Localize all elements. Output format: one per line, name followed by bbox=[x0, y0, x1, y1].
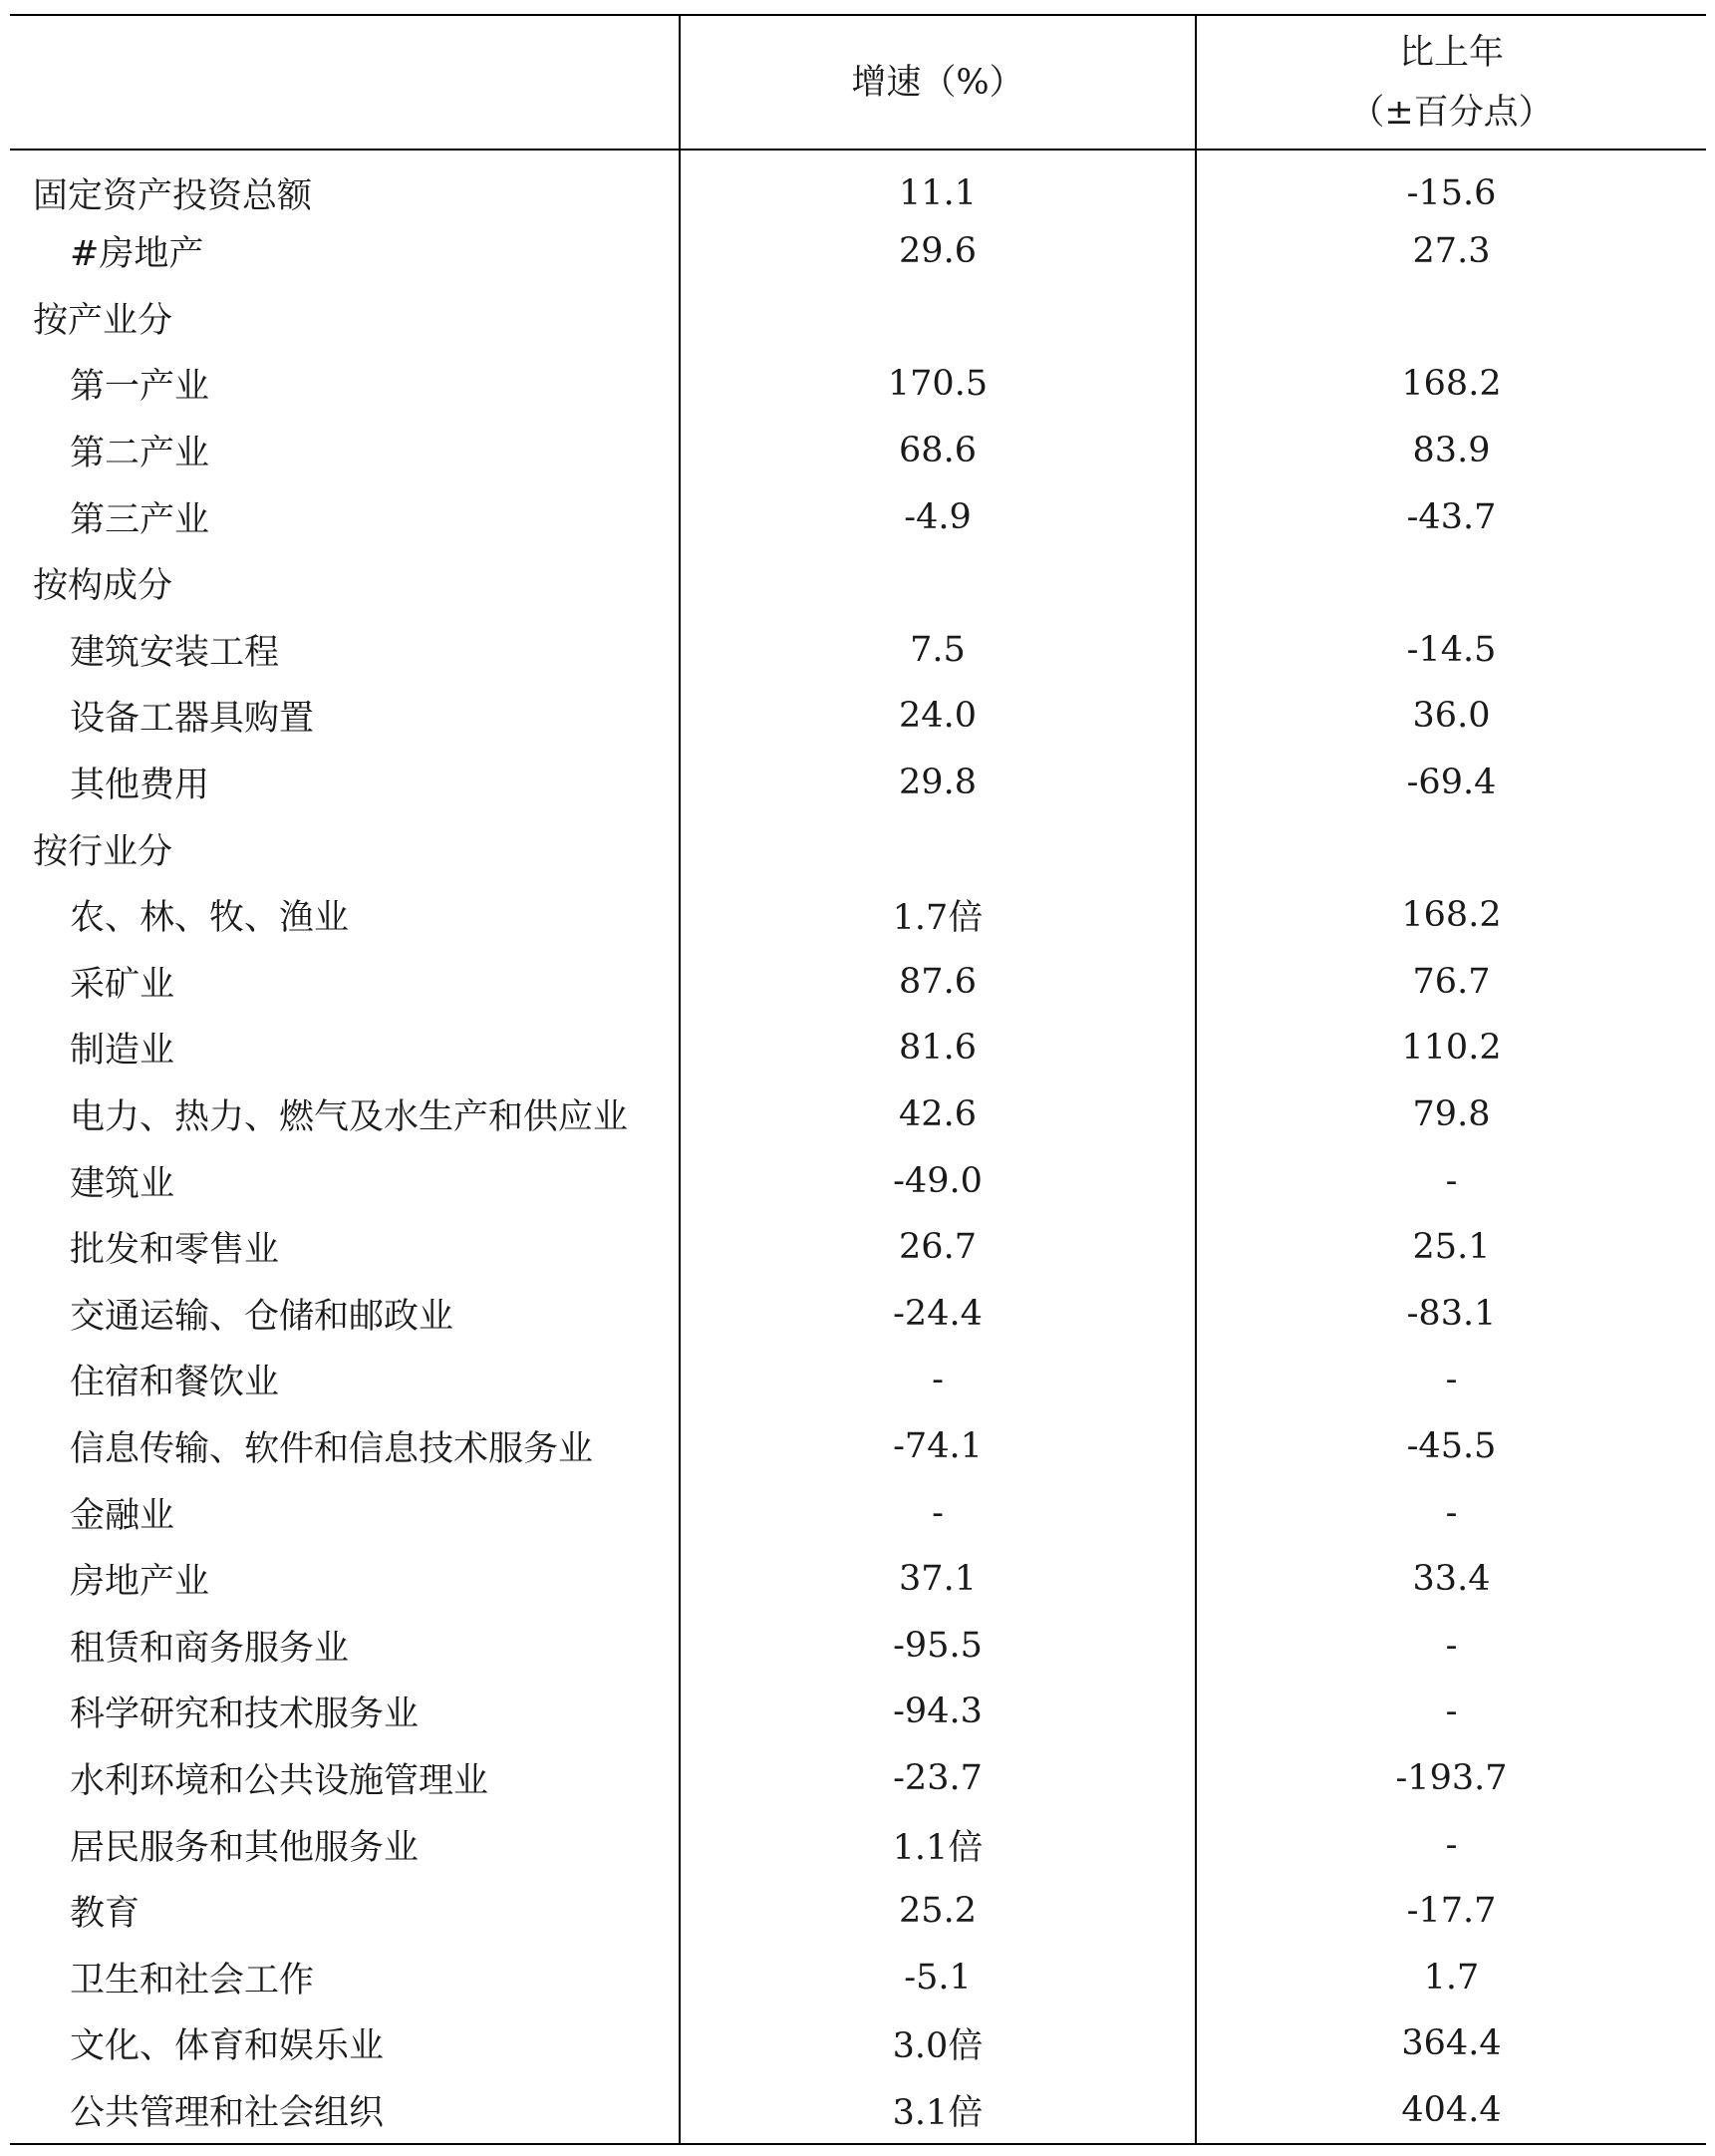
table-row bbox=[10, 617, 1706, 684]
table-row bbox=[10, 2077, 1706, 2145]
table-row bbox=[10, 150, 1706, 218]
change-cell: 404.4 bbox=[1196, 2077, 1706, 2145]
row-label: 教育 bbox=[70, 1894, 141, 1935]
row-label: 科学研究和技术服务业 bbox=[70, 1694, 420, 1735]
table-row bbox=[10, 1679, 1706, 1745]
row-label: 采矿业 bbox=[70, 964, 175, 1005]
row-label: 按产业分 bbox=[33, 300, 173, 341]
growth-cell: 37.1 bbox=[680, 1546, 1196, 1613]
growth-cell: 25.2 bbox=[680, 1878, 1196, 1945]
growth-cell: -74.1 bbox=[680, 1413, 1196, 1480]
header-change-line2: （±百分点） bbox=[1349, 92, 1554, 133]
row-label: 农、林、牧、渔业 bbox=[70, 898, 350, 939]
change-cell: -69.4 bbox=[1196, 750, 1706, 816]
change-cell: 168.2 bbox=[1196, 351, 1706, 418]
investment-table-container bbox=[10, 14, 1706, 2145]
row-label: 信息传输、软件和信息技术服务业 bbox=[70, 1428, 594, 1469]
row-label: 固定资产投资总额 bbox=[33, 176, 313, 216]
row-label: 居民服务和其他服务业 bbox=[70, 1827, 420, 1868]
change-cell: 36.0 bbox=[1196, 683, 1706, 750]
table-row bbox=[10, 683, 1706, 750]
growth-cell: 3.1倍 bbox=[680, 2077, 1196, 2145]
table-row bbox=[10, 1811, 1706, 1878]
row-label: 电力、热力、燃气及水生产和供应业 bbox=[70, 1097, 629, 1138]
row-label: 第三产业 bbox=[70, 499, 210, 540]
header-change-line1: 比上年 bbox=[1398, 32, 1504, 73]
change-cell: 168.2 bbox=[1196, 882, 1706, 949]
growth-cell: - bbox=[680, 1347, 1196, 1413]
table-row bbox=[10, 949, 1706, 1016]
growth-cell: - bbox=[680, 1479, 1196, 1546]
table-header bbox=[10, 15, 1706, 150]
row-label: 制造业 bbox=[70, 1031, 175, 1072]
row-label: 按构成分 bbox=[33, 566, 173, 607]
growth-cell: 170.5 bbox=[680, 351, 1196, 418]
table-row bbox=[10, 2010, 1706, 2077]
growth-cell: 29.6 bbox=[680, 218, 1196, 285]
header-change bbox=[1196, 15, 1706, 150]
change-cell: 364.4 bbox=[1196, 2010, 1706, 2077]
change-cell: 33.4 bbox=[1196, 1546, 1706, 1613]
table-row bbox=[10, 750, 1706, 816]
table-row bbox=[10, 1878, 1706, 1945]
table-body bbox=[10, 150, 1706, 2144]
growth-cell: 11.1 bbox=[680, 150, 1196, 218]
change-cell: - bbox=[1196, 1811, 1706, 1878]
change-cell: -193.7 bbox=[1196, 1745, 1706, 1812]
table-row bbox=[10, 351, 1706, 418]
change-cell: -14.5 bbox=[1196, 617, 1706, 684]
row-label: 第二产业 bbox=[70, 434, 210, 474]
table-row bbox=[10, 1347, 1706, 1413]
change-cell: - bbox=[1196, 1679, 1706, 1745]
growth-cell bbox=[680, 550, 1196, 617]
growth-cell: -23.7 bbox=[680, 1745, 1196, 1812]
table-row bbox=[10, 1479, 1706, 1546]
row-label: 批发和零售业 bbox=[70, 1230, 280, 1271]
table-row bbox=[10, 1413, 1706, 1480]
change-cell: 76.7 bbox=[1196, 949, 1706, 1016]
change-cell bbox=[1196, 550, 1706, 617]
table-row bbox=[10, 1214, 1706, 1281]
growth-cell: 3.0倍 bbox=[680, 2010, 1196, 2077]
growth-cell: 7.5 bbox=[680, 617, 1196, 684]
change-cell: 79.8 bbox=[1196, 1081, 1706, 1148]
change-cell: - bbox=[1196, 1347, 1706, 1413]
table-row bbox=[10, 882, 1706, 949]
change-cell: 25.1 bbox=[1196, 1214, 1706, 1281]
row-label: 卫生和社会工作 bbox=[70, 1960, 315, 2001]
change-cell: 83.9 bbox=[1196, 418, 1706, 484]
row-label: 水利环境和公共设施管理业 bbox=[70, 1760, 489, 1801]
growth-cell: 24.0 bbox=[680, 683, 1196, 750]
table-row bbox=[10, 418, 1706, 484]
table-row bbox=[10, 550, 1706, 617]
change-cell: - bbox=[1196, 1612, 1706, 1679]
table-row bbox=[10, 1015, 1706, 1081]
row-label: 金融业 bbox=[70, 1495, 175, 1536]
row-label: 按行业分 bbox=[33, 831, 173, 872]
growth-cell bbox=[680, 285, 1196, 352]
change-cell: -43.7 bbox=[1196, 483, 1706, 550]
growth-cell: -4.9 bbox=[680, 483, 1196, 550]
growth-cell: 87.6 bbox=[680, 949, 1196, 1016]
row-label: 租赁和商务服务业 bbox=[70, 1628, 350, 1669]
row-label: 设备工器具购置 bbox=[70, 699, 315, 740]
change-cell bbox=[1196, 285, 1706, 352]
header-growth: 增速（%） bbox=[680, 15, 1196, 150]
change-cell: 110.2 bbox=[1196, 1015, 1706, 1081]
table-row bbox=[10, 1612, 1706, 1679]
row-label: 公共管理和社会组织 bbox=[10, 2077, 680, 2145]
table-row bbox=[10, 815, 1706, 882]
growth-cell: 68.6 bbox=[680, 418, 1196, 484]
change-cell: - bbox=[1196, 1147, 1706, 1214]
header-item bbox=[10, 15, 680, 150]
growth-cell: -49.0 bbox=[680, 1147, 1196, 1214]
growth-cell: -95.5 bbox=[680, 1612, 1196, 1679]
table-row bbox=[10, 1081, 1706, 1148]
growth-cell: -24.4 bbox=[680, 1281, 1196, 1348]
growth-cell: 42.6 bbox=[680, 1081, 1196, 1148]
table-row bbox=[10, 1546, 1706, 1613]
row-label: 其他费用 bbox=[70, 766, 210, 806]
growth-cell: -94.3 bbox=[680, 1679, 1196, 1745]
change-cell: -45.5 bbox=[1196, 1413, 1706, 1480]
change-cell: -15.6 bbox=[1196, 150, 1706, 218]
header-row bbox=[10, 15, 1706, 150]
change-cell: - bbox=[1196, 1479, 1706, 1546]
row-label: 文化、体育和娱乐业 bbox=[70, 2026, 385, 2067]
growth-cell: 81.6 bbox=[680, 1015, 1196, 1081]
table-row bbox=[10, 1944, 1706, 2010]
change-cell: -17.7 bbox=[1196, 1878, 1706, 1945]
table-row bbox=[10, 1745, 1706, 1812]
change-cell: 27.3 bbox=[1196, 218, 1706, 285]
table-row bbox=[10, 285, 1706, 352]
growth-cell: 1.7倍 bbox=[680, 882, 1196, 949]
row-label: #房地产 bbox=[70, 234, 204, 275]
row-label: 建筑业 bbox=[70, 1163, 175, 1204]
row-label: 交通运输、仓储和邮政业 bbox=[70, 1296, 454, 1337]
table-row bbox=[10, 483, 1706, 550]
table-row bbox=[10, 1147, 1706, 1214]
investment-growth-table bbox=[10, 14, 1706, 2145]
table-row bbox=[10, 218, 1706, 285]
table-row bbox=[10, 1281, 1706, 1348]
growth-cell: 1.1倍 bbox=[680, 1811, 1196, 1878]
growth-cell: 26.7 bbox=[680, 1214, 1196, 1281]
change-cell bbox=[1196, 815, 1706, 882]
change-cell: -83.1 bbox=[1196, 1281, 1706, 1348]
growth-cell bbox=[680, 815, 1196, 882]
row-label: 建筑安装工程 bbox=[70, 632, 280, 673]
row-label: 住宿和餐饮业 bbox=[70, 1363, 280, 1403]
change-cell: 1.7 bbox=[1196, 1944, 1706, 2010]
row-label: 第一产业 bbox=[70, 367, 210, 408]
growth-cell: -5.1 bbox=[680, 1944, 1196, 2010]
growth-cell: 29.8 bbox=[680, 750, 1196, 816]
row-label: 房地产业 bbox=[70, 1562, 210, 1603]
